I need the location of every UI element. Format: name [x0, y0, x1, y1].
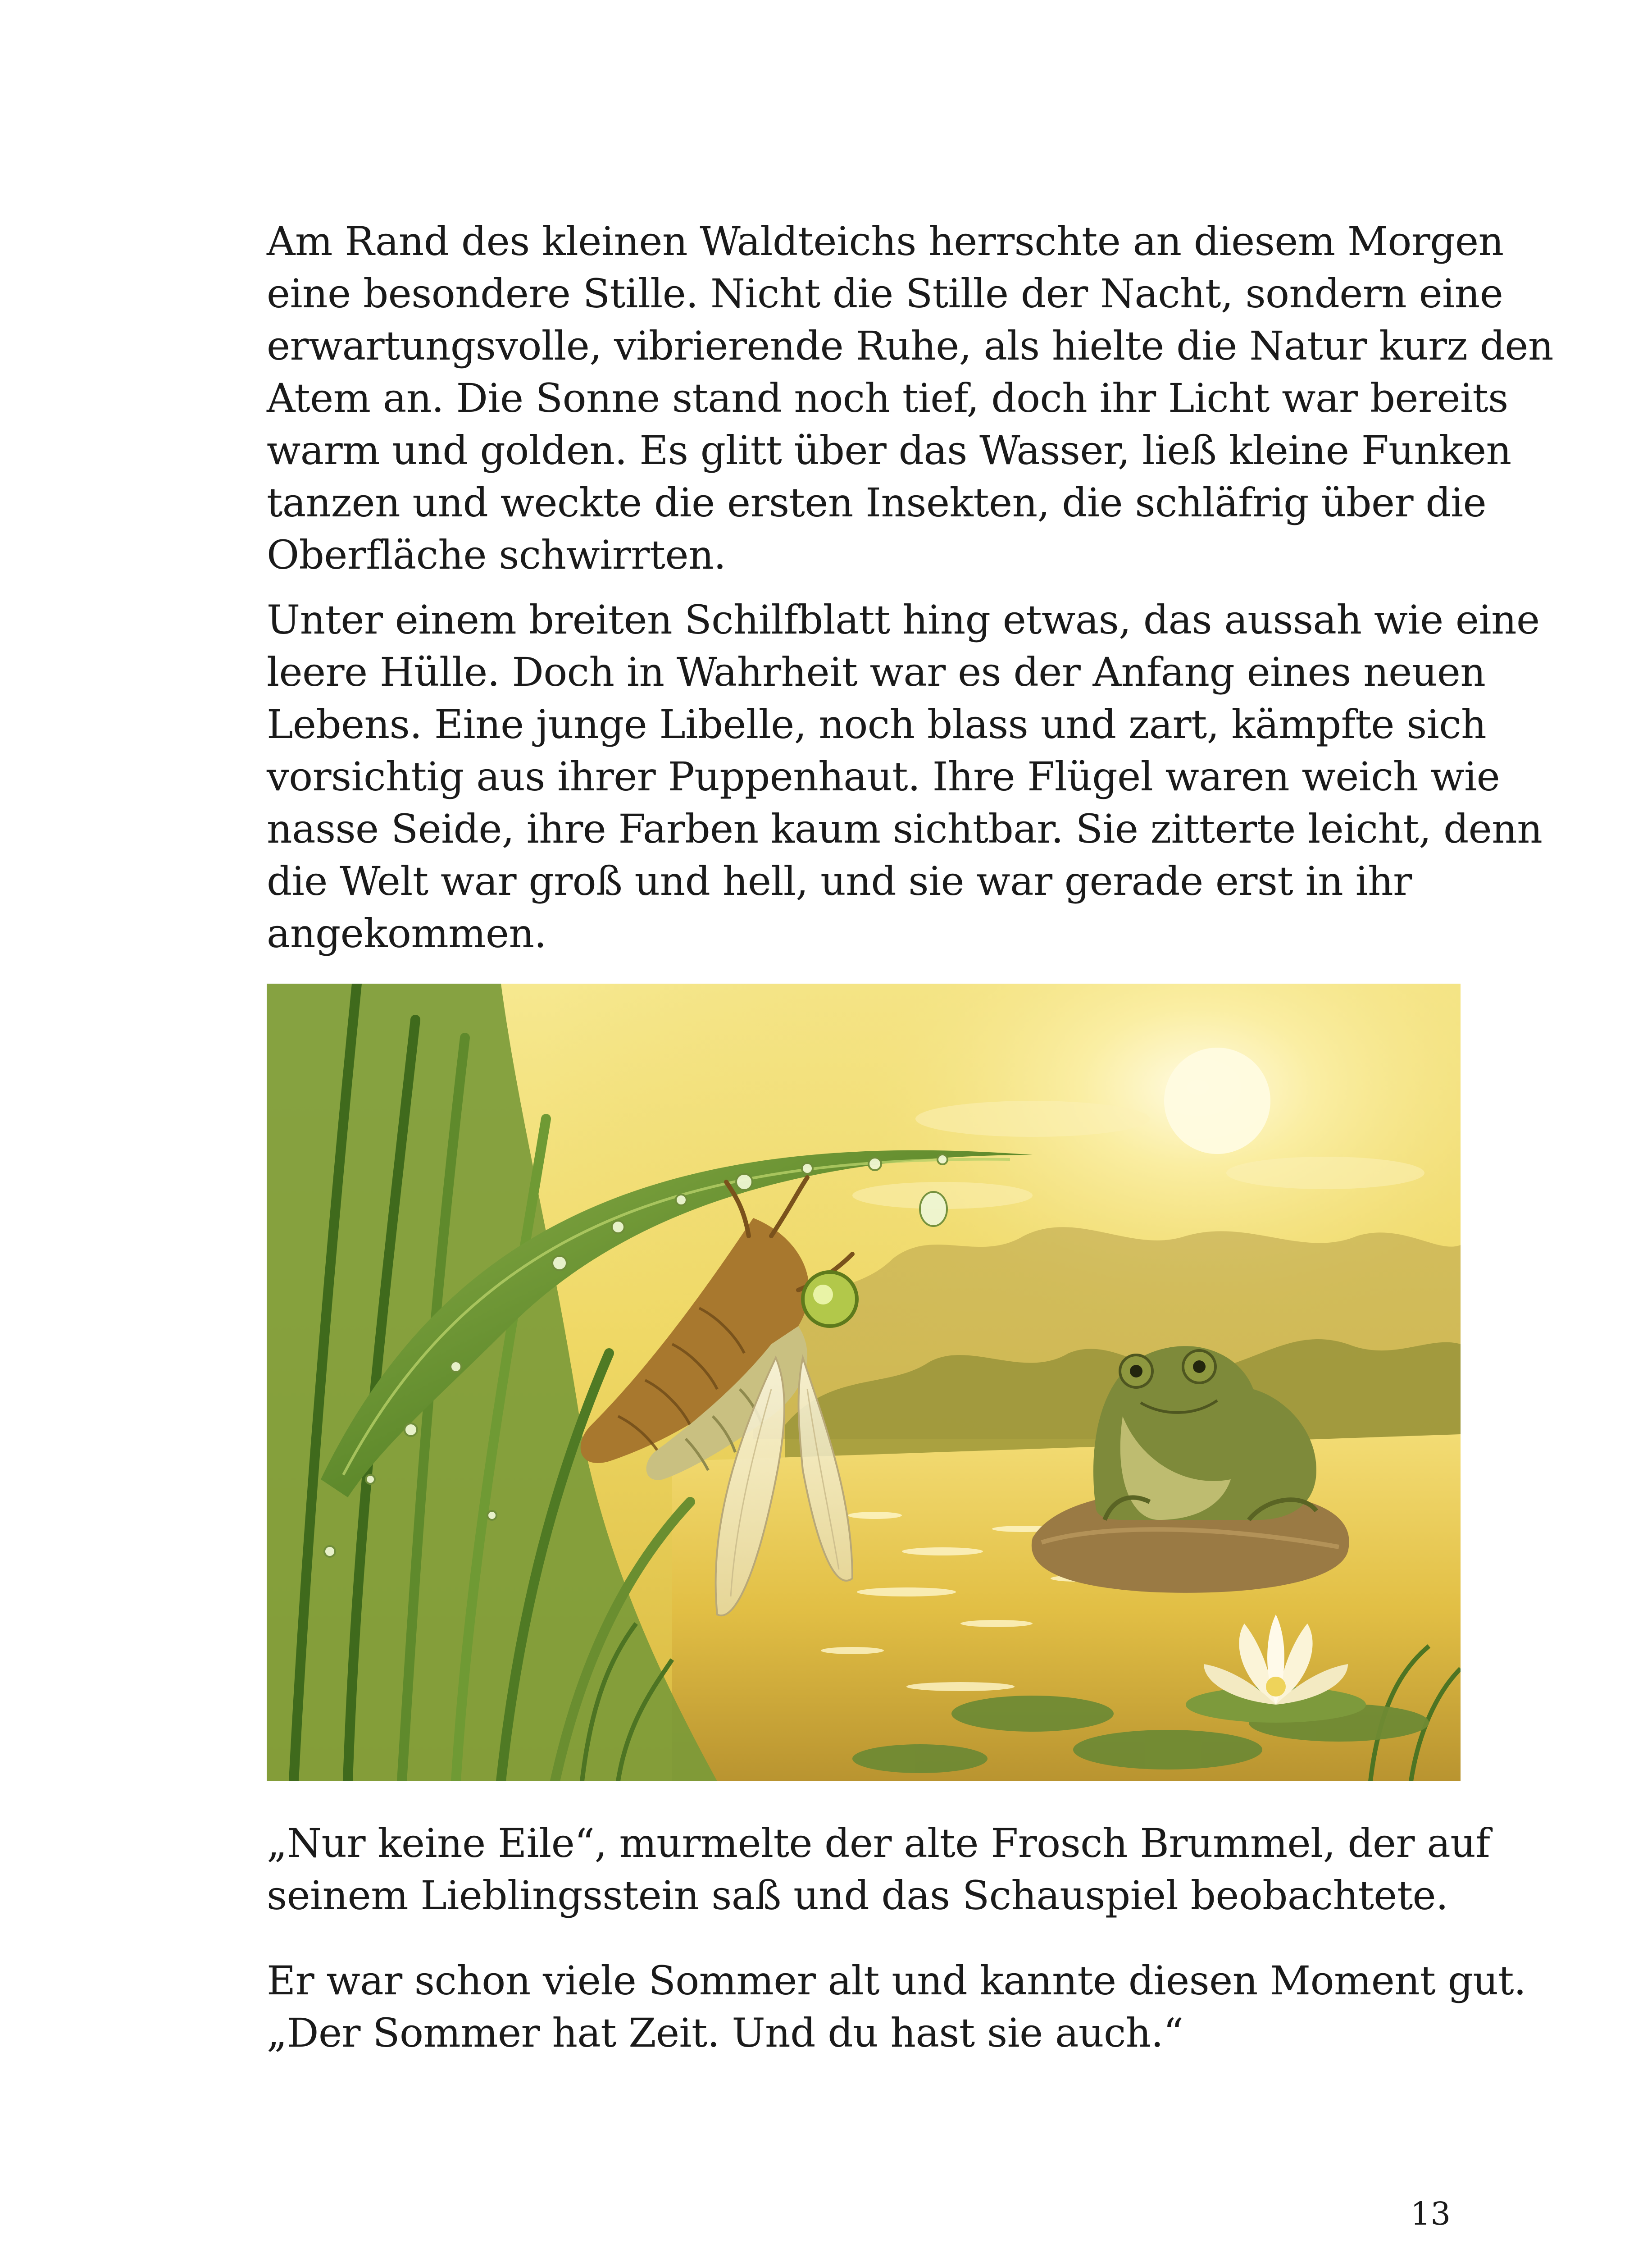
text-line: Atem an. Die Sonne stand noch tief, doch ihr Licht war bereits	[267, 375, 1508, 421]
text-line: seinem Lieblingsstein saß und das Schauspiel beobachtete.	[267, 1872, 1448, 1919]
text-line: „Nur keine Eile“, murmelte der alte Frosch Brummel, der auf	[267, 1820, 1490, 1866]
illustration-svg	[267, 984, 1461, 1781]
text-line: angekommen.	[267, 910, 546, 957]
text-line: die Welt war groß und hell, und sie war gerade erst in ihr	[267, 858, 1412, 904]
paragraph-2	[267, 594, 1543, 960]
text-line: „Der Sommer hat Zeit. Und du hast sie auch.“	[267, 2010, 1183, 2056]
text-line: vorsichtig aus ihrer Puppenhaut. Ihre Flügel waren weich wie	[267, 753, 1500, 800]
paragraph-4	[267, 1955, 1526, 2059]
text-line: Lebens. Eine junge Libelle, noch blass und zart, kämpfte sich	[267, 701, 1487, 748]
pond-illustration	[267, 984, 1461, 1781]
text-line: leere Hülle. Doch in Wahrheit war es der Anfang eines neuen	[267, 649, 1486, 695]
paragraph-3	[267, 1817, 1490, 1922]
text-line: erwartungsvolle, vibrierende Ruhe, als hielte die Natur kurz den	[267, 323, 1553, 369]
paragraph-1	[267, 215, 1553, 581]
text-line: Oberfläche schwirrten.	[267, 532, 726, 578]
text-line: warm und golden. Es glitt über das Wasser, ließ kleine Funken	[267, 427, 1511, 474]
sun	[1164, 1048, 1270, 1154]
text-line: Er war schon viele Sommer alt und kannte diesen Moment gut.	[267, 1957, 1526, 2004]
text-line: eine besondere Stille. Nicht die Stille der Nacht, sondern eine	[267, 270, 1503, 317]
text-line: tanzen und weckte die ersten Insekten, die schläfrig über die	[267, 479, 1487, 526]
text-line: Unter einem breiten Schilfblatt hing etwas, das aussah wie eine	[267, 597, 1540, 643]
page-number: 13	[1410, 2195, 1451, 2232]
text-line: nasse Seide, ihre Farben kaum sichtbar. Sie zitterte leicht, denn	[267, 806, 1543, 852]
text-line: Am Rand des kleinen Waldteichs herrschte an diesem Morgen	[267, 218, 1504, 265]
